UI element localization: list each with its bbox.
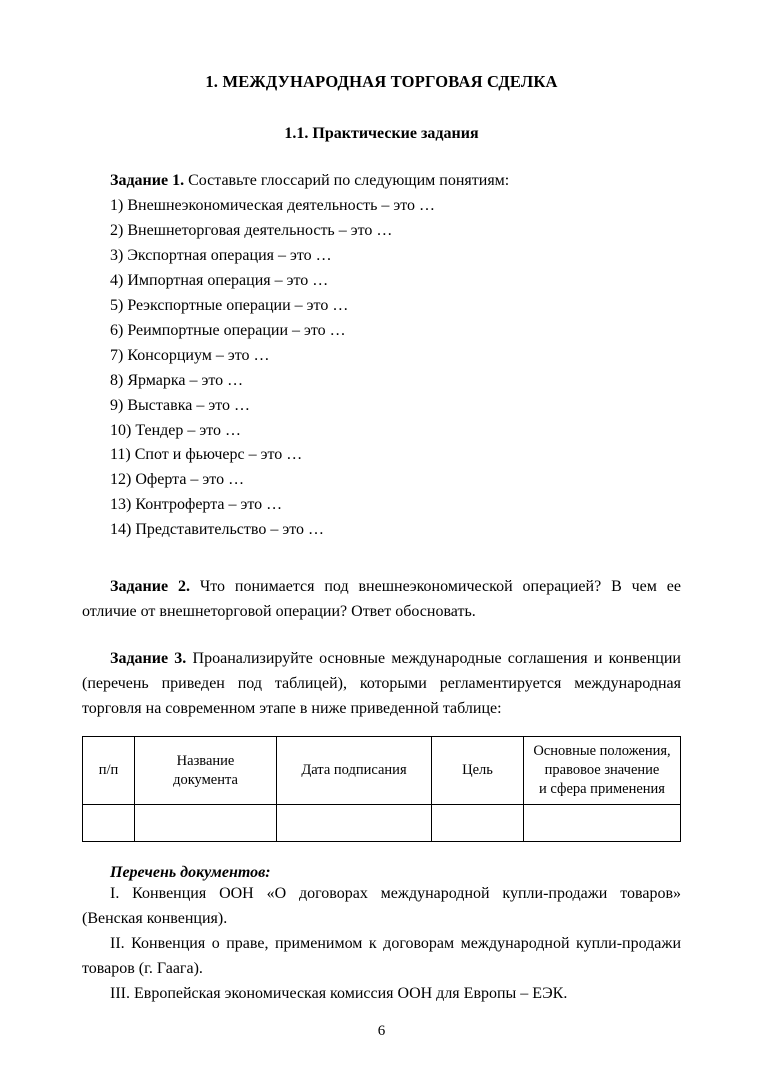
table-col-header-date-line1: Дата подписания <box>301 762 407 779</box>
list-item: 7) Консорциум – это … <box>110 346 270 364</box>
section-title: 1.1. Практические задания <box>284 125 479 142</box>
page-number: 6 <box>377 1023 386 1039</box>
table-row <box>83 805 681 842</box>
list-item: 13) Контроферта – это … <box>110 496 283 514</box>
table-col-header-number-line1: п/п <box>98 762 119 779</box>
table-header-row <box>83 737 681 805</box>
table-col-header-provisions <box>524 737 681 805</box>
table-body <box>83 805 681 842</box>
list-item: 8) Ярмарка – это … <box>110 371 244 389</box>
table-col-header-goal-line1: Цель <box>462 762 493 779</box>
list-item: 2) Внешнеторговая деятельность – это … <box>110 221 393 239</box>
list-item: 12) Оферта – это … <box>110 471 245 489</box>
table-col-header-title-line2: документа <box>173 771 238 788</box>
table-col-header-number <box>83 737 135 805</box>
list-item: 4) Импортная операция – это … <box>110 271 329 289</box>
list-item: 3) Экспортная операция – это … <box>110 246 332 264</box>
table-col-header-provisions-line1: Основные положения, <box>533 743 671 760</box>
table-cell <box>524 805 681 842</box>
task-3-paragraph <box>82 647 681 722</box>
table-col-header-date <box>277 737 432 805</box>
table-col-header-title-line1: Название <box>176 752 235 769</box>
task-3-label: Задание 3. <box>110 650 187 668</box>
list-item: 1) Внешнеэкономическая деятельность – это … <box>110 196 436 214</box>
list-item: 14) Представительство – это … <box>110 521 324 539</box>
task-1-list <box>82 194 681 543</box>
spacer <box>82 543 681 563</box>
task-2-paragraph <box>82 575 681 625</box>
task-1-block <box>82 169 681 543</box>
task-2-text: Что понимается под внешнеэкономической операцией? В чем ее отличие от внешнеторговой операции? Ответ обосновать. <box>82 578 681 621</box>
table-cell <box>135 805 277 842</box>
table-col-header-provisions-line2: правовое значение <box>544 762 660 779</box>
task-1-text: Составьте глоссарий по следующим понятиям: <box>184 172 510 189</box>
task-1-heading <box>82 169 681 194</box>
list-item: 5) Реэкспортные операции – это … <box>110 296 349 314</box>
page-title: 1. МЕЖДУНАРОДНАЯ ТОРГОВАЯ СДЕЛКА <box>205 72 558 91</box>
task-2-label: Задание 2. <box>110 578 190 596</box>
table-col-header-provisions-line3: и сфера применения <box>539 781 665 798</box>
task-3-text: Проанализируйте основные международные соглашения и конвенции (перечень приведен под таблицей), которыми регламентируется международная торговля на современном этапе в ниже приведенной таблице: <box>82 650 681 718</box>
table-cell <box>83 805 135 842</box>
list-item: 11) Спот и фьючерс – это … <box>110 446 303 464</box>
task-2-block <box>82 575 681 625</box>
list-item: 6) Реимпортные операции – это … <box>110 321 346 339</box>
list-item: 9) Выставка – это … <box>110 396 250 414</box>
table-cell <box>277 805 432 842</box>
list-item: I. Конвенция ООН «О договорах международной купли-продажи товаров» (Венская конвенция). <box>82 885 681 928</box>
task-1-label: Задание 1. <box>110 172 185 189</box>
documents-list <box>82 882 681 1007</box>
table-col-header-title <box>135 737 277 805</box>
task-3-block <box>82 647 681 722</box>
table-col-header-goal <box>432 737 524 805</box>
list-item: 10) Тендер – это … <box>110 421 242 439</box>
list-item: III. Европейская экономическая комиссия ООН для Европы – ЕЭК. <box>110 985 568 1003</box>
documents-table <box>82 736 681 842</box>
list-item: II. Конвенция о праве, применимом к договорам международной купли-продажи товаров (г. Гаага). <box>82 935 681 978</box>
table-cell <box>432 805 524 842</box>
table-header <box>83 737 681 805</box>
documents-list-heading: Перечень документов: <box>110 864 271 882</box>
